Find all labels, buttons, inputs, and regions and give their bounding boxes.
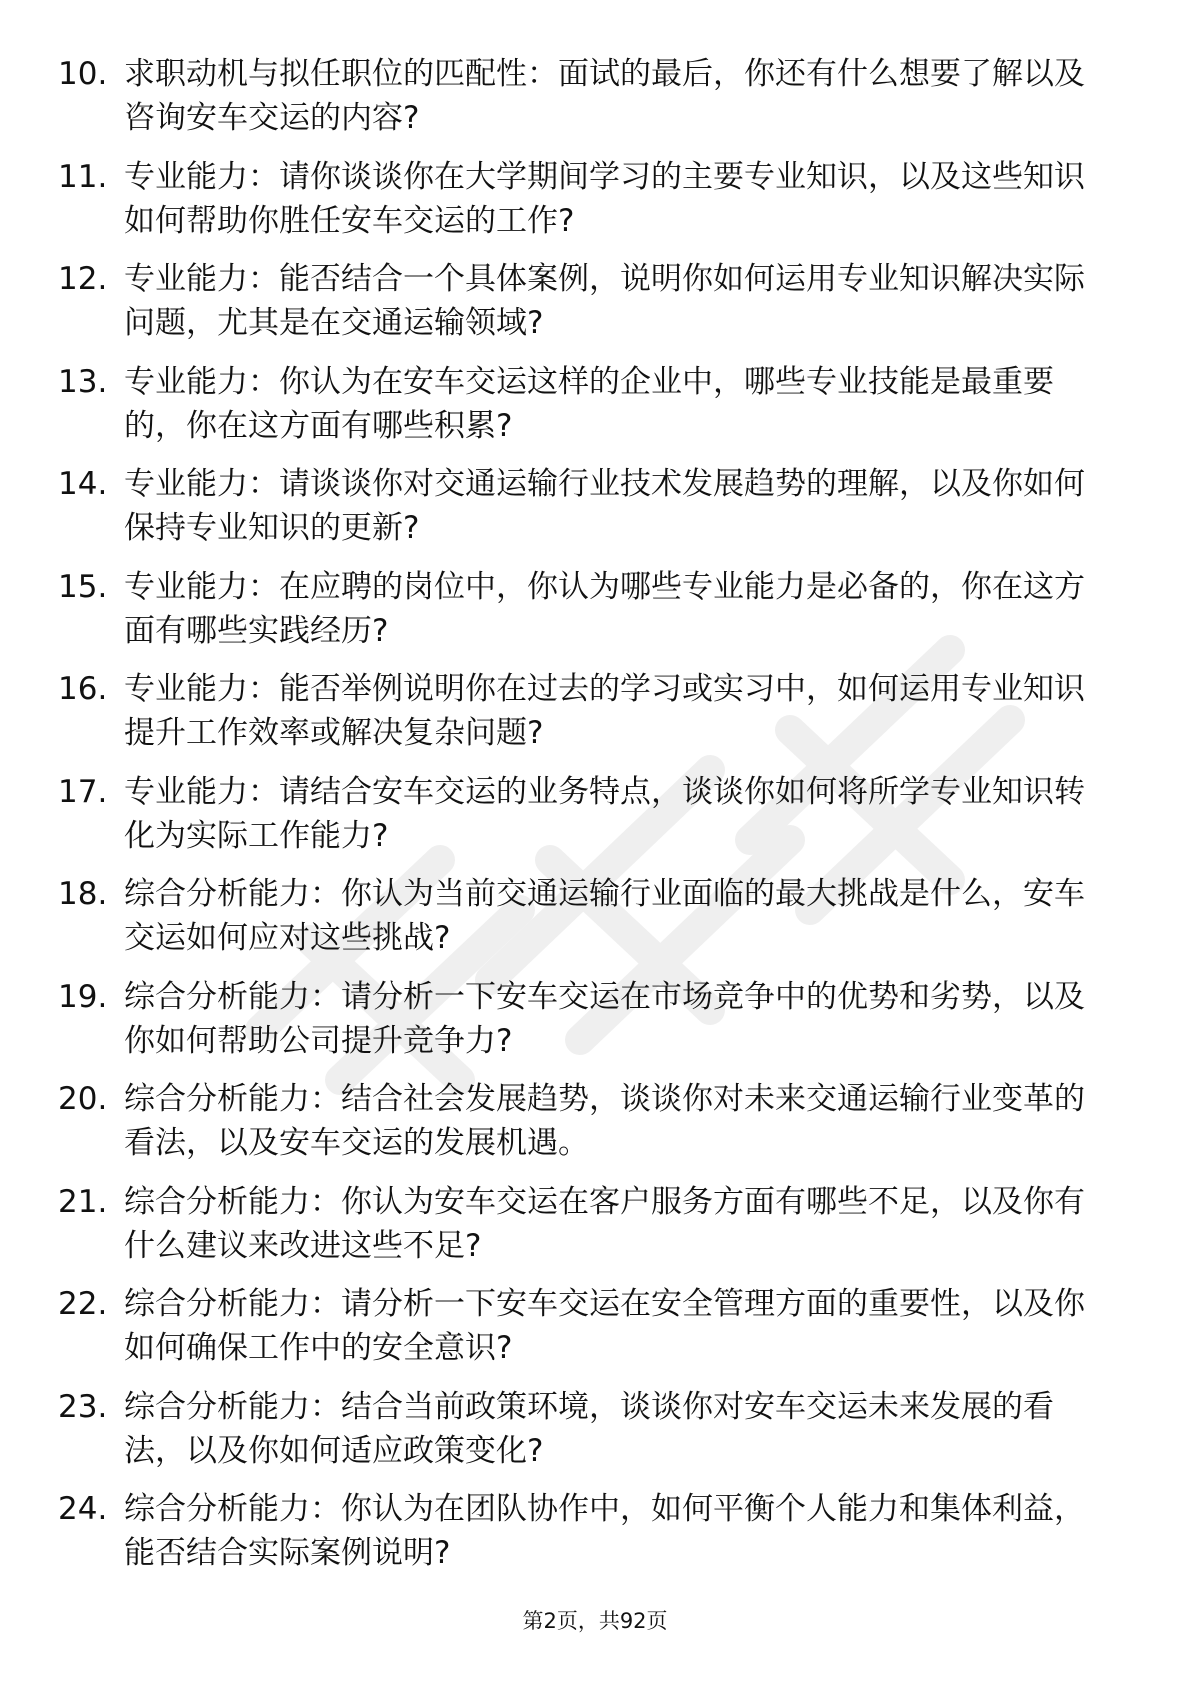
list-item	[58, 770, 1118, 873]
question-number: 15.	[58, 568, 108, 605]
list-item	[58, 155, 1118, 258]
question-text: 综合分析能力：结合当前政策环境，谈谈你对安车交运未来发展的看法，以及你如何适应政策变化?	[124, 1388, 1054, 1469]
list-item	[58, 1077, 1118, 1180]
question-text: 综合分析能力：结合社会发展趋势，谈谈你对未来交通运输行业变革的看法，以及安车交运的发展机遇。	[124, 1081, 1085, 1161]
list-item	[58, 52, 1118, 155]
question-number: 13.	[58, 363, 108, 400]
list-item	[58, 1385, 1118, 1488]
question-list	[58, 52, 1118, 1590]
question-number: 17.	[58, 773, 108, 810]
list-item	[58, 462, 1118, 565]
list-item	[58, 1487, 1118, 1590]
list-item	[58, 667, 1118, 770]
question-number: 19.	[58, 978, 108, 1015]
question-text: 综合分析能力：你认为当前交通运输行业面临的最大挑战是什么，安车交运如何应对这些挑战?	[124, 876, 1085, 956]
question-number: 21.	[58, 1183, 108, 1220]
list-item	[58, 872, 1118, 975]
question-text: 专业能力：请结合安车交运的业务特点，谈谈你如何将所学专业知识转化为实际工作能力?	[124, 773, 1085, 854]
question-number: 10.	[58, 56, 108, 92]
question-number: 20.	[58, 1081, 108, 1117]
question-number: 18.	[58, 876, 108, 912]
page-indicator: 第2页，共92页	[522, 1609, 668, 1633]
question-text: 综合分析能力：你认为在团队协作中，如何平衡个人能力和集体利益，能否结合实际案例说明?	[124, 1491, 1085, 1571]
question-text: 专业能力：在应聘的岗位中，你认为哪些专业能力是必备的，你在这方面有哪些实践经历?	[124, 568, 1085, 649]
list-item	[58, 360, 1118, 463]
question-text: 求职动机与拟任职位的匹配性：面试的最后，你还有什么想要了解以及咨询安车交运的内容?	[124, 56, 1085, 136]
question-number: 12.	[58, 261, 108, 297]
question-text: 专业能力：你认为在安车交运这样的企业中，哪些专业技能是最重要的，你在这方面有哪些积累?	[124, 363, 1054, 444]
question-number: 23.	[58, 1388, 108, 1425]
question-text: 综合分析能力：你认为安车交运在客户服务方面有哪些不足，以及你有什么建议来改进这些不足?	[124, 1183, 1085, 1264]
question-text: 综合分析能力：请分析一下安车交运在市场竞争中的优势和劣势，以及你如何帮助公司提升竞争力?	[124, 978, 1085, 1059]
question-text: 综合分析能力：请分析一下安车交运在安全管理方面的重要性，以及你如何确保工作中的安全意识?	[124, 1286, 1085, 1366]
list-item	[58, 975, 1118, 1078]
question-text: 专业能力：请你谈谈你在大学期间学习的主要专业知识，以及这些知识如何帮助你胜任安车交运的工作?	[124, 158, 1085, 239]
question-number: 14.	[58, 466, 108, 502]
question-number: 16.	[58, 671, 108, 707]
question-number: 11.	[58, 158, 108, 195]
question-number: 22.	[58, 1286, 108, 1322]
list-item	[58, 1180, 1118, 1283]
list-item	[58, 257, 1118, 360]
list-item	[58, 565, 1118, 668]
question-text: 专业能力：请谈谈你对交通运输行业技术发展趋势的理解，以及你如何保持专业知识的更新?	[124, 466, 1085, 546]
question-text: 专业能力：能否结合一个具体案例，说明你如何运用专业知识解决实际问题，尤其是在交通运输领域?	[124, 261, 1085, 341]
list-item	[58, 1282, 1118, 1385]
question-number: 24.	[58, 1491, 108, 1527]
question-text: 专业能力：能否举例说明你在过去的学习或实习中，如何运用专业知识提升工作效率或解决复杂问题?	[124, 671, 1085, 751]
